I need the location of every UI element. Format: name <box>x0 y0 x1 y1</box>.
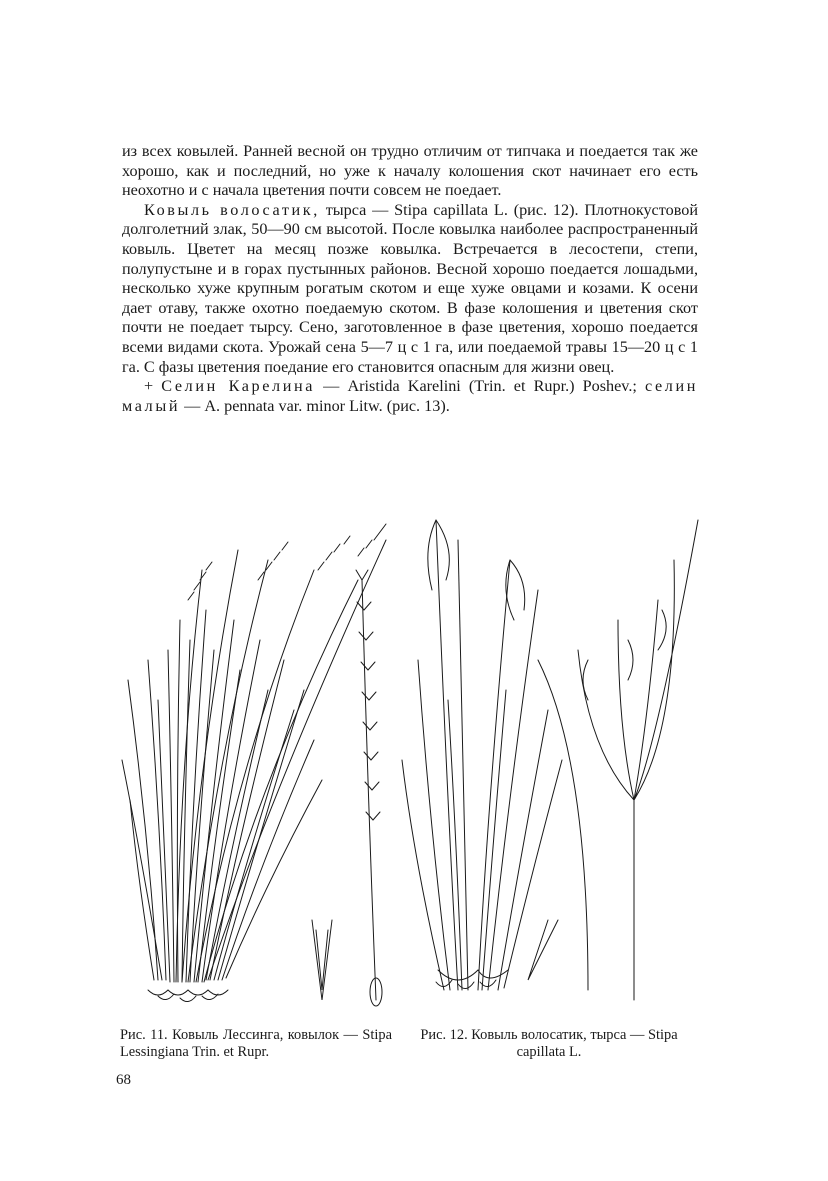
species-name-selin-karelina: Селин Карелина <box>161 377 316 396</box>
paragraph-stipa-capillata-text: тырса — Stipa capillata L. (рис. 12). Плотнокустовой долголетний злак, 50—90 см высотой. После ковылка наиболее распространенный ковыль. Цветет на месяц позже ковылка. Встречается в лесостепи, степи, полупустыне и в горах пустынных районов. Весной хорошо поедается лошадьми, несколько хуже крупным рогатым скотом и еще хуже овцами и козами. К осени дает отаву, также охотно поедаемую скотом. В фазе колошения и цветения скот почти не поедает тырсу. Сено, заготовленное в фазе цветения, хорошо поедается всеми видами скота. Урожай сена 5—7 ц с 1 га, или поедаемой травы 15—20 ц с 1 га. С фазы цветения поедание его становится опасным для жизни овец. <box>122 200 698 376</box>
paragraph-aristida <box>122 377 698 416</box>
page-number: 68 <box>116 1072 131 1088</box>
fig11-spikelet <box>312 920 332 1000</box>
body-text <box>122 142 698 416</box>
fig12-panicle <box>578 520 698 1000</box>
species-name-selin-malyi: селин малый <box>122 377 699 415</box>
fig12-plant <box>402 520 562 990</box>
grass-illustrations <box>118 500 700 1012</box>
fig11-single-awn <box>356 570 382 1006</box>
figure-12-caption: Рис. 12. Ковыль волосатик, тырса — Stipa capillata L. <box>420 1027 678 1060</box>
figures-illustration <box>118 500 700 1012</box>
paragraph-aristida-text-2: — A. pennata var. minor Litw. (рис. 13). <box>180 396 450 415</box>
paragraph-aristida-text-1: — Aristida Karelini (Trin. et Rupr.) Poshev.; <box>315 377 646 396</box>
paragraph-continuation: из всех ковылей. Ранней весной он трудно отличим от типчака и поедается так же хорошо, как и последний, но уже к началу колошения скот начинает его есть неохотно и с начала цветения почти совсем не поедает. <box>122 142 698 200</box>
species-name-kovyl-volosatik: Ковыль волосатик, <box>144 200 320 219</box>
paragraph-stipa-capillata <box>122 201 698 377</box>
fig12-awn <box>528 660 588 990</box>
figure-11-caption: Рис. 11. Ковыль Лессинга, ковылок — Stipa Lessingiana Trin. et Rupr. <box>120 1027 392 1060</box>
fig11-tussock <box>122 524 386 1002</box>
plus-mark: + <box>144 377 154 396</box>
